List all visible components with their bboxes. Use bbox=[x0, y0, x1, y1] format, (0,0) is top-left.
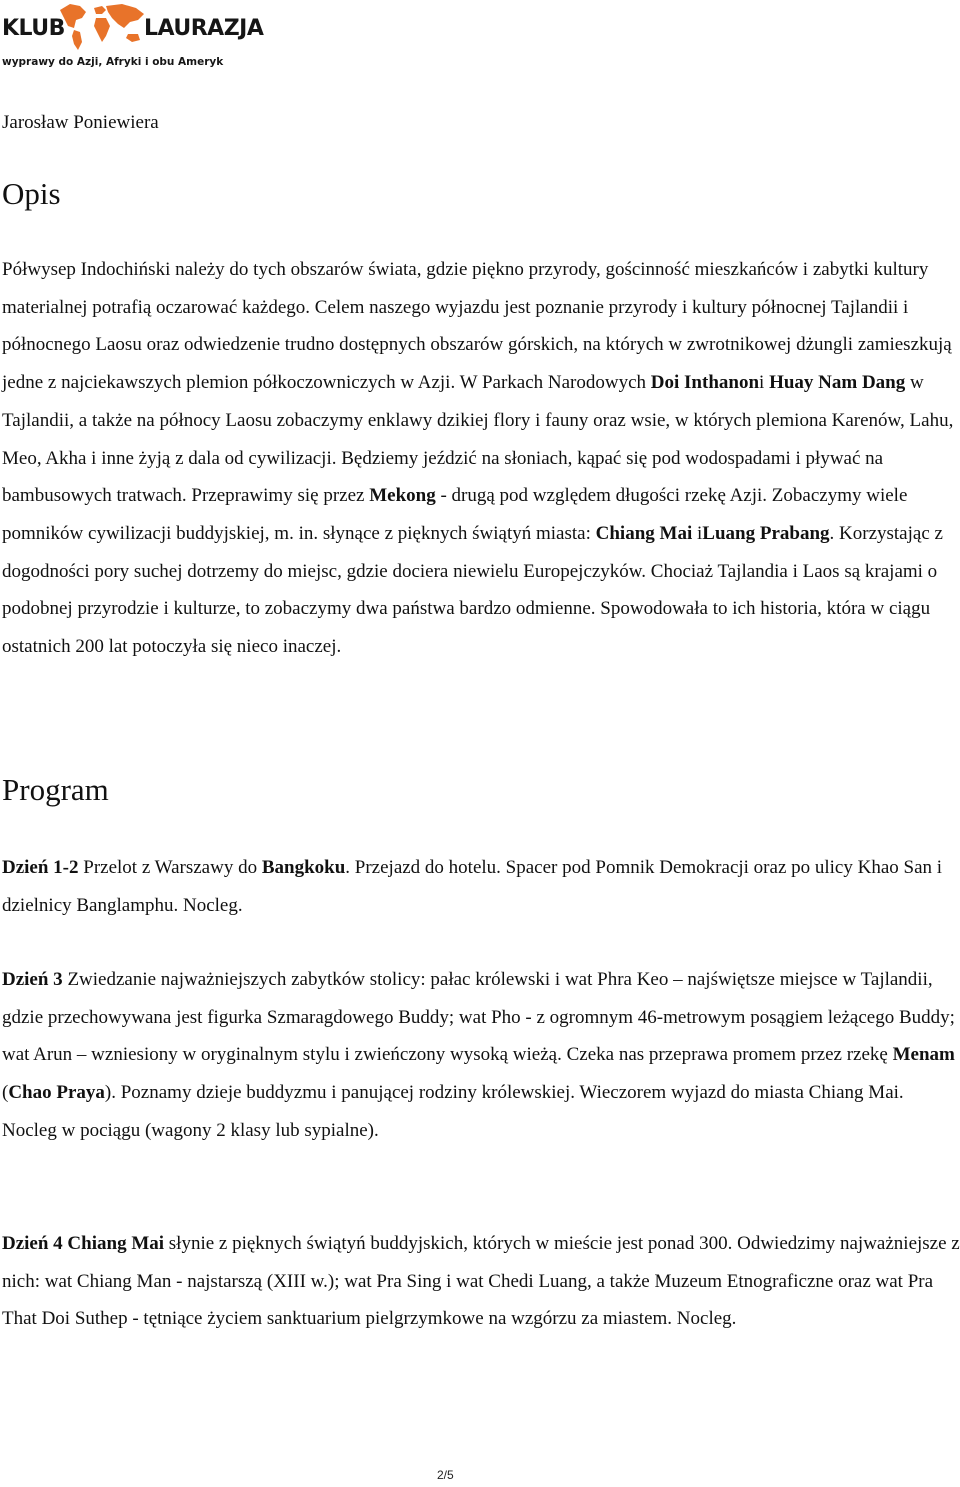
place-huay-nam-dang: Huay Nam Dang bbox=[769, 372, 906, 394]
day-text: ). Poznamy dzieje buddyzmu i panującej rodziny królewskiej. Wieczorem wyjazd do miasta Chiang Mai. Nocleg w pociągu (wagony 2 klasy lub sypialne). bbox=[2, 1082, 904, 1141]
place-chiang-mai: Chiang Mai bbox=[595, 522, 693, 544]
place-mekong: Mekong bbox=[369, 485, 436, 507]
opis-text: Półwysep Indochiński należy do tych obszarów świata, gdzie piękno przyrody, gościnność mieszkańców i zabytki kultury materialnej potrafią oczarować każdego. Celem naszego wyjazdu jest poznanie przyrody i kultury północnej Tajlandii i północnego Laosu oraz odwiedzenie trudno dostępnych obszarów górskich, na których w zwrotnikowej dżungli zamieszkują jedne z najciekawszych plemion półkoczowniczych w Azji. W Parkach Narodowych bbox=[2, 259, 952, 394]
opis-text: i bbox=[692, 522, 703, 544]
day-text: ( bbox=[2, 1082, 9, 1104]
opis-text: . Korzystając z dogodności pory suchej dotrzemy do miejsc, gdzie dociera niewielu Europejczyków. Chociaż Tajlandia i Laos są krajami o podobnej przyrodzie i kulturze, to zobaczymy dwa państwa bardzo odmienne. Spowodowała to ich historia, która w ciągu ostatnich 200 lat potoczyła się nieco inaczej. bbox=[2, 522, 943, 658]
page-number: 2/5 bbox=[437, 1468, 454, 1482]
day-label: Dzień 1-2 bbox=[2, 857, 79, 878]
opis-text: - drugą pod względem długości rzekę Azji. Zobaczymy wiele pomników cywilizacji buddyjskiej, m. in. słynące z pięknych świątyń miasta: bbox=[2, 485, 908, 544]
club-logo bbox=[0, 0, 264, 72]
day-text: . Przejazd do hotelu. Spacer pod Pomnik Demokracji oraz po ulicy Khao San i dzielnicy Banglamphu. Nocleg. bbox=[2, 857, 943, 916]
section-heading-program: Program bbox=[2, 772, 109, 807]
day-text: słynie z pięknych świątyń buddyjskich, których w mieście jest ponad 300. Odwiedzimy najważniejsze z nich: wat Chiang Man - najstarszą (XIII w.); wat Pra Sing i wat Chedi Luang, a także Muzeum Etnograficzne oraz wat Pra That Doi Suthep - tętniące życiem sanktuarium pielgrzymkowe na wzgórzu za miastem. Nocleg. bbox=[2, 1233, 960, 1330]
opis-text: w Tajlandii, a także na północy Laosu zobaczymy enklawy dzikiej flory i fauny oraz wsie, w których plemiona Karenów, Lahu, Meo, Akha i inne żyją z dala od cywilizacji. Będziemy jeździć na słoniach, kąpać się pod wodospadami i pływać na bambusowych tratwach. Przeprawimy się przez bbox=[2, 372, 954, 507]
logo-name-left: KLUB bbox=[2, 16, 65, 41]
place-bangkok: Bangkoku bbox=[261, 857, 346, 878]
program-day-3 bbox=[2, 961, 960, 1150]
place-chao-praya: Chao Praya bbox=[8, 1082, 105, 1104]
program-day-4 bbox=[2, 1225, 960, 1338]
program-day-1-2 bbox=[2, 849, 960, 924]
logo-name-right: LAURAZJA bbox=[144, 16, 264, 41]
day-label: Dzień 3 bbox=[2, 969, 63, 990]
opis-paragraph bbox=[2, 251, 960, 666]
opis-text: i bbox=[759, 372, 770, 394]
place-menam: Menam bbox=[892, 1044, 955, 1066]
section-heading-opis: Opis bbox=[2, 176, 61, 211]
day-text: Przelot z Warszawy do bbox=[78, 857, 262, 878]
logo-tagline: wyprawy do Azji, Afryki i obu Ameryk bbox=[2, 56, 224, 68]
place-doi-inthanon: Doi Inthanon bbox=[650, 372, 760, 394]
day-label: Dzień 4 Chiang Mai bbox=[2, 1233, 165, 1254]
day-text: Zwiedzanie najważniejszych zabytków stolicy: pałac królewski i wat Phra Keo – najświętsze miejsce w Tajlandii, gdzie przechowywana jest figurka Szmaragdowego Buddy; wat Pho - z ogromnym 46-metrowym posągiem leżącego Buddy; wat Arun – wzniesiony w oryginalnym stylu i zwieńczony wysoką wieżą. Czeka nas przeprawa promem przez rzekę bbox=[2, 969, 955, 1066]
author-name: Jarosław Poniewiera bbox=[2, 112, 159, 133]
world-map-icon bbox=[56, 0, 148, 52]
place-luang-prabang: Luang Prabang bbox=[702, 522, 830, 544]
